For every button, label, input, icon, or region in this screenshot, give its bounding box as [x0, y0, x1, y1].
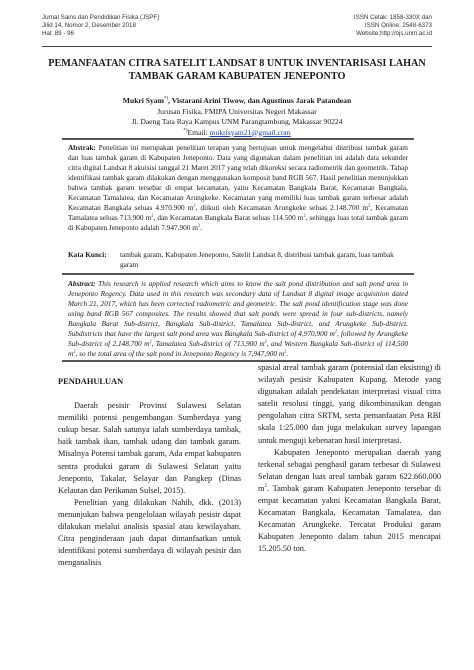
section-heading: PENDAHULUAN: [58, 377, 124, 386]
intro-paragraph-3: spasial areal tambak garam (potensial dan eksisting) di wilayah pesisir Kabupaten Kupang. Metode yang digunakan adalah pendekatan interpretasi visual citra satelit resolusi tinggi, yang dikombinasikan dengan pengolahan citra SRTM, serta pemanfaatan Peta RBI skala 1:25.000 dan juga melakukan survey lapangan untuk menguji kebenaran hasil interpretasi.: [258, 363, 441, 445]
keywords-text: tambak garam, Kabupaten Jeneponto, Satelit Landsat 8, distribusi tambak garam, luas tambak garam: [120, 250, 394, 269]
abstract-text: Penelitian ini merupakan penelitian terapan yang bertujuan untuk mengetahui distribusi tambak garam dan luas tambak garam di Kabupaten Jeneponto. Data yang digunakan dalam penelitian ini adalah data sekunder citra digital Landsat 8 akuisisi tanggal 21 Maret 2017 yang telah dikoreksi secara radiometrik dan geometrik. Tahap identifikasi tambak garam dilakukan dengan menggunakan komposit band RGB 567. Hasil penelitian menunjukkan bahwa tambak garam tersebar di empat kecamatan, yaitu Kecamatan Bangkala Barat, Kecamatan Bangkala, Kecamatan Tamalatea, dan Kecamatan Arungkeke. Kecamatan yang memiliki luas tambak garam terbesar adalah Kecamatan Bangkala seluas 4.970.900 $m^2$, diikuti oleh Kecamatan Arungkeke seluas 2.148.700 $m^2$, Kecamatan Tamalatea seluas 713.900 $m^2$, dan Kecamatan Bangkala Barat seluas 114.500 $m^2$, sehingga luas total tambak garam di Kabupaten Jeneponto adalah 7.947.900 $m^2$.: [68, 143, 409, 233]
author-email-line: [42, 128, 432, 139]
keywords-label: Kata Kunci:: [68, 250, 107, 259]
email-label: Email:: [187, 127, 210, 137]
abstract-en-text: This research is applied research which aims to know the salt pond distribution and salt pond area in Jeneponto Regency. Data used in this research was secondary data of Landsat 8 digital image acquisition dated March 21, 2017, which has been corrected radiometric and geometric. The salt pond identification stage was done using band RGB 567 composites. The results showed that salt ponds were spread in four sub-districts, namely Bangkala Barat Sub-district, Bangkala Sub-district, Tamalatea Sub-district, and Arungkeke Sub-district. Subdistricts that have the largest salt pond area was Bangkala Sub-district of 4,970,900 $m^2$, followed by Arungkeke Sub-district of 2,148,700 $m^2$, Tamalatea Sub-district of 713,900 $m^2$, and Western Bangkala Sub-district of 114,500 $m^2$, so the total area of the salt pond in Jeneponto Regency is 7,947,900 $m^2$.: [68, 279, 409, 359]
title-line-1: PEMANFAATAN CITRA SATELIT LANDSAT 8 UNTUK INVENTARISASI LAHAN: [48, 58, 426, 69]
author-department: Jurusan Fisika, FMIPA Universitas Negeri Makassar: [157, 106, 317, 116]
left-column: [58, 376, 241, 569]
journal-pages: Hal: 89 - 96: [42, 30, 74, 38]
intro-paragraph-2: Penelitian yang dilakukan Nahib, dkk. (2013) menunjukan bahwa pengelolaan wilayah pesisir dapat dilakukan melalui analisis spasial atau kewilayahan. Citra penginderaan jauh dapat dimanfaatkan untuk identifikasi potensi sumberdaya di wilayah pesisir dan menganalisis: [58, 497, 241, 568]
journal-header-right: [354, 14, 432, 39]
keywords: [68, 250, 408, 270]
abstract-label: Abstrak:: [68, 143, 96, 152]
author-block: [42, 96, 432, 138]
header-rule: [42, 46, 432, 47]
journal-website[interactable]: Website:http://ojs.unm.ac.id: [356, 30, 432, 38]
journal-volume: Jilid 14, Nomor 2, Desember 2018: [42, 22, 136, 30]
author-first: Mukri Syam: [122, 96, 164, 105]
abstract-mid-rule: [62, 273, 414, 275]
corresponding-mark: *): [163, 96, 169, 102]
author-address: Jl. Daeng Tata Raya Kampus UNM Parangtambung, Makassar 90224: [131, 117, 343, 126]
author-names: [42, 96, 432, 107]
author-others: , Vistarani Arini Tiwow, dan Agustinus Jarak Patandean: [168, 96, 352, 105]
intro-paragraph-4: Kabupaten Jeneponto merupakan daerah yang terkenal sebagai penghasil garam terbesar di Sulawesi Selatan dengan luas areal tambak garam 622.660.000 $m^2$. Tambak garam Kabupaten Jeneponto tersebar di empat kecamatan yakni Kecamatan Bangkala Barat, Kecamatan Bangkala, Kecamatan Tamalatea, dan Kecamatan Arungkeke. Tercatat Produksi garam Kabupaten Jeneponto dalam tahun 2015 mencapai 15.205.50 ton.: [258, 447, 441, 554]
issn-print: ISSN Cetak: 1858-330X dan: [353, 14, 432, 21]
email-mark: *): [183, 127, 188, 133]
abstract-en-label: Abstract:: [68, 279, 96, 288]
issn-online: ISSN Online: 2548-6373: [364, 22, 432, 30]
abstract-top-rule: [62, 138, 414, 140]
title-line-2: TAMBAK GARAM KABUPATEN JENEPONTO: [128, 70, 346, 82]
abstract-english: [68, 279, 408, 359]
journal-header-left: [42, 14, 159, 39]
author-email[interactable]: mukrisyam21@gmail.com: [209, 127, 291, 137]
abstract-indonesian: [68, 143, 408, 233]
journal-name: Jurnal Sains dan Pendidikan Fisika (JSPF): [42, 14, 160, 21]
right-column: [258, 362, 441, 556]
paper-title: [42, 58, 432, 83]
intro-paragraph-1: Daerah pesisir Provinsi Sulawesi Selatan memiliki potensi pengembangan Sumberdaya yang cukup besar. Salah satunya ialah sumberdaya tambak, baik tambak ikan, tambak udang dan tambak garam. Misalnya Potensi tambak garam, Ada empat kabupaten sentra produksi garam di Sulawesi Selatan yaitu Jeneponto, Takalar, Selayar dan Pangkep (Dinas Kelautan dan Perikanan Sulsel, 2015).: [58, 401, 241, 495]
